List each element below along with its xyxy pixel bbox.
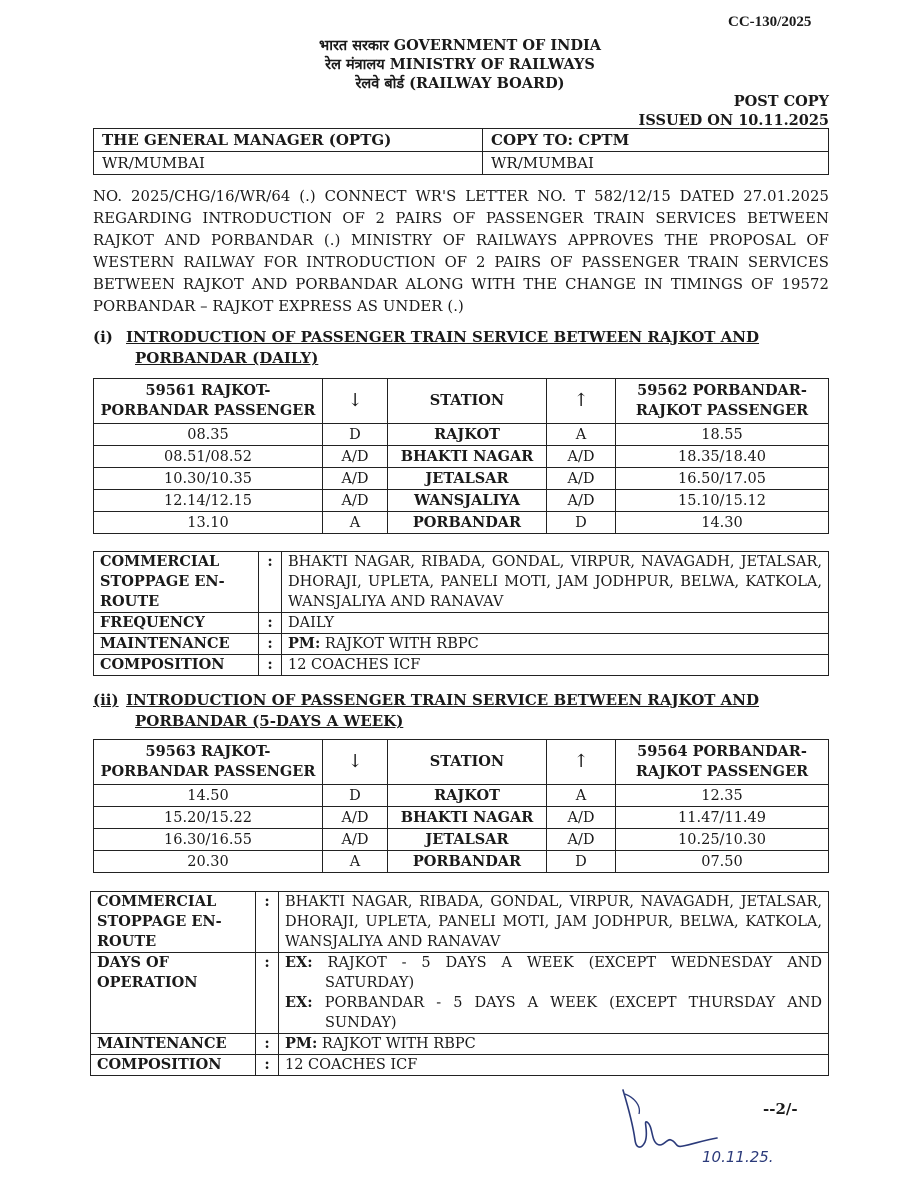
up-ad-cell: A — [547, 424, 616, 446]
timetable-right-header: 59564 PORBANDAR-RAJKOT PASSENGER — [616, 740, 829, 785]
composition-value: 12 COACHES ICF — [282, 655, 829, 676]
up-arrow-icon: ↑ — [547, 379, 616, 424]
letterhead — [250, 36, 670, 93]
station-cell: RAJKOT — [388, 424, 547, 446]
down-ad-cell: A — [323, 851, 388, 873]
down-arrow-icon: ↓ — [323, 740, 388, 785]
days-of-operation-value — [279, 953, 829, 1034]
departure-time-cell: 16.30/16.55 — [94, 829, 323, 851]
section-1-heading — [93, 327, 829, 369]
station-cell: PORBANDAR — [388, 851, 547, 873]
up-ad-cell: A/D — [547, 490, 616, 512]
up-ad-cell: A/D — [547, 468, 616, 490]
up-ad-cell: A — [547, 785, 616, 807]
down-ad-cell: A/D — [323, 807, 388, 829]
letterhead-line-1: भारत सरकार GOVERNMENT OF INDIA — [319, 37, 601, 54]
maintenance-text: RAJKOT WITH RBPC — [324, 636, 479, 652]
issued-date: ISSUED ON 10.11.2025 — [638, 112, 829, 129]
departure-time-cell: 14.50 — [94, 785, 323, 807]
document-reference: CC-130/2025 — [728, 14, 812, 30]
timetable-row — [94, 807, 829, 829]
page-continuation: --2/- — [763, 1100, 798, 1118]
down-ad-cell: A/D — [323, 829, 388, 851]
timetable-row — [94, 446, 829, 468]
maintenance-label: MAINTENANCE — [91, 1034, 256, 1055]
ex-prefix: EX: — [285, 994, 313, 1011]
timetable-row — [94, 851, 829, 873]
post-copy-block — [639, 92, 829, 130]
addressee-place: WR/MUMBAI — [94, 152, 483, 175]
maintenance-pm: PM: — [288, 635, 321, 652]
departure-time-cell: 20.30 — [94, 851, 323, 873]
down-ad-cell: A — [323, 512, 388, 534]
up-arrow-icon: ↑ — [547, 740, 616, 785]
down-ad-cell: A/D — [323, 446, 388, 468]
up-ad-cell: D — [547, 851, 616, 873]
arrival-time-cell: 11.47/11.49 — [616, 807, 829, 829]
station-cell: JETALSAR — [388, 829, 547, 851]
colon: : — [259, 552, 282, 613]
composition-value: 12 COACHES ICF — [279, 1055, 829, 1076]
arrival-time-cell: 07.50 — [616, 851, 829, 873]
station-cell: PORBANDAR — [388, 512, 547, 534]
letterhead-line-2: रेल मंत्रालय MINISTRY OF RAILWAYS — [325, 56, 595, 73]
stoppage-label: COMMERCIAL STOPPAGE EN-ROUTE — [91, 892, 256, 953]
station-cell: RAJKOT — [388, 785, 547, 807]
departure-time-cell: 08.35 — [94, 424, 323, 446]
maintenance-pm: PM: — [285, 1035, 318, 1052]
section-2-title-line-1: INTRODUCTION OF PASSENGER TRAIN SERVICE BETWEEN RAJKOT AND — [126, 691, 760, 709]
ex-prefix: EX: — [285, 954, 313, 971]
letter-body: NO. 2025/CHG/16/WR/64 (.) CONNECT WR'S LETTER NO. T 582/12/15 DATED 27.01.2025 REGARDING INTRODUCTION OF 2 PAIRS OF PASSENGER TRAIN SERVICES BETWEEN RAJKOT AND PORBANDAR (.) MINISTRY OF RAILWAYS APPROVES THE PROPOSAL OF WESTERN RAILWAY FOR INTRODUCTION OF 2 PAIRS OF PASSENGER TRAIN SERVICES BETWEEN RAJKOT AND PORBANDAR ALONG WITH THE CHANGE IN TIMINGS OF 19572 PORBANDAR – RAJKOT EXPRESS AS UNDER (.) — [93, 188, 829, 315]
station-cell: BHAKTI NAGAR — [388, 807, 547, 829]
station-cell: BHAKTI NAGAR — [388, 446, 547, 468]
copy-to-place: WR/MUMBAI — [483, 152, 829, 175]
arrival-time-cell: 15.10/15.12 — [616, 490, 829, 512]
timetable-row — [94, 512, 829, 534]
section-1-title-line-1: INTRODUCTION OF PASSENGER TRAIN SERVICE BETWEEN RAJKOT AND — [126, 328, 760, 346]
timetable-row — [94, 424, 829, 446]
section-2-info-table — [90, 891, 829, 1076]
arrival-time-cell: 16.50/17.05 — [616, 468, 829, 490]
up-ad-cell: A/D — [547, 446, 616, 468]
departure-time-cell: 10.30/10.35 — [94, 468, 323, 490]
up-ad-cell: A/D — [547, 829, 616, 851]
section-2-title-line-2: PORBANDAR (5-DAYS A WEEK) — [135, 712, 404, 730]
section-2-heading — [93, 690, 829, 732]
section-2-rows — [94, 785, 829, 873]
letterhead-line-3: रेलवे बोर्ड (RAILWAY BOARD) — [355, 75, 565, 92]
frequency-label: FREQUENCY — [94, 613, 259, 634]
colon: : — [259, 613, 282, 634]
timetable-row — [94, 468, 829, 490]
colon: : — [256, 892, 279, 953]
colon: : — [256, 953, 279, 1034]
section-1-number: (i) — [93, 328, 113, 346]
arrival-time-cell: 10.25/10.30 — [616, 829, 829, 851]
down-ad-cell: A/D — [323, 490, 388, 512]
colon: : — [259, 634, 282, 655]
section-1-rows — [94, 424, 829, 534]
down-ad-cell: D — [323, 785, 388, 807]
days-porbandar: PORBANDAR - 5 DAYS A WEEK (EXCEPT THURSDAY AND SUNDAY) — [324, 995, 823, 1031]
composition-label: COMPOSITION — [91, 1055, 256, 1076]
stoppage-list: BHAKTI NAGAR, RIBADA, GONDAL, VIRPUR, NAVAGADH, JETALSAR, DHORAJI, UPLETA, PANELI MOTI, JAM JODHPUR, BELWA, KATKOLA, WANSJALIYA AND RANAVAV — [279, 892, 829, 953]
stoppage-label: COMMERCIAL STOPPAGE EN-ROUTE — [94, 552, 259, 613]
arrival-time-cell: 12.35 — [616, 785, 829, 807]
departure-time-cell: 08.51/08.52 — [94, 446, 323, 468]
colon: : — [259, 655, 282, 676]
timetable-station-header: STATION — [388, 379, 547, 424]
station-cell: JETALSAR — [388, 468, 547, 490]
departure-time-cell: 15.20/15.22 — [94, 807, 323, 829]
composition-label: COMPOSITION — [94, 655, 259, 676]
colon: : — [256, 1055, 279, 1076]
arrival-time-cell: 14.30 — [616, 512, 829, 534]
stoppage-list: BHAKTI NAGAR, RIBADA, GONDAL, VIRPUR, NAVAGADH, JETALSAR, DHORAJI, UPLETA, PANELI MOTI, JAM JODHPUR, BELWA, KATKOLA, WANSJALIYA AND RANAVAV — [282, 552, 829, 613]
addressee-title: THE GENERAL MANAGER (OPTG) — [94, 129, 483, 152]
section-1-title-line-2: PORBANDAR (DAILY) — [135, 349, 319, 367]
maintenance-text: RAJKOT WITH RBPC — [321, 1036, 476, 1052]
up-ad-cell: D — [547, 512, 616, 534]
down-arrow-icon: ↓ — [323, 379, 388, 424]
section-2-number: (ii) — [93, 691, 119, 709]
post-copy-label: POST COPY — [733, 93, 829, 110]
station-cell: WANSJALIYA — [388, 490, 547, 512]
days-of-operation-label: DAYS OF OPERATION — [91, 953, 256, 1034]
down-ad-cell: A/D — [323, 468, 388, 490]
frequency-value: DAILY — [282, 613, 829, 634]
arrival-time-cell: 18.35/18.40 — [616, 446, 829, 468]
down-ad-cell: D — [323, 424, 388, 446]
timetable-row — [94, 490, 829, 512]
section-2-timetable — [93, 739, 829, 873]
departure-time-cell: 12.14/12.15 — [94, 490, 323, 512]
timetable-row — [94, 785, 829, 807]
timetable-left-header: 59563 RAJKOT-PORBANDAR PASSENGER — [94, 740, 323, 785]
maintenance-value — [279, 1034, 829, 1055]
section-1-timetable — [93, 378, 829, 534]
days-rajkot: RAJKOT - 5 DAYS A WEEK (EXCEPT WEDNESDAY AND SATURDAY) — [325, 955, 822, 991]
up-ad-cell: A/D — [547, 807, 616, 829]
colon: : — [256, 1034, 279, 1055]
arrival-time-cell: 18.55 — [616, 424, 829, 446]
timetable-left-header: 59561 RAJKOT-PORBANDAR PASSENGER — [94, 379, 323, 424]
signature-date: 10.11.25. — [702, 1148, 774, 1166]
maintenance-value — [282, 634, 829, 655]
address-table — [93, 128, 829, 175]
maintenance-label: MAINTENANCE — [94, 634, 259, 655]
timetable-right-header: 59562 PORBANDAR-RAJKOT PASSENGER — [616, 379, 829, 424]
timetable-row — [94, 829, 829, 851]
section-1-info-table — [93, 551, 829, 676]
departure-time-cell: 13.10 — [94, 512, 323, 534]
timetable-station-header: STATION — [388, 740, 547, 785]
copy-to-title: COPY TO: CPTM — [483, 129, 829, 152]
